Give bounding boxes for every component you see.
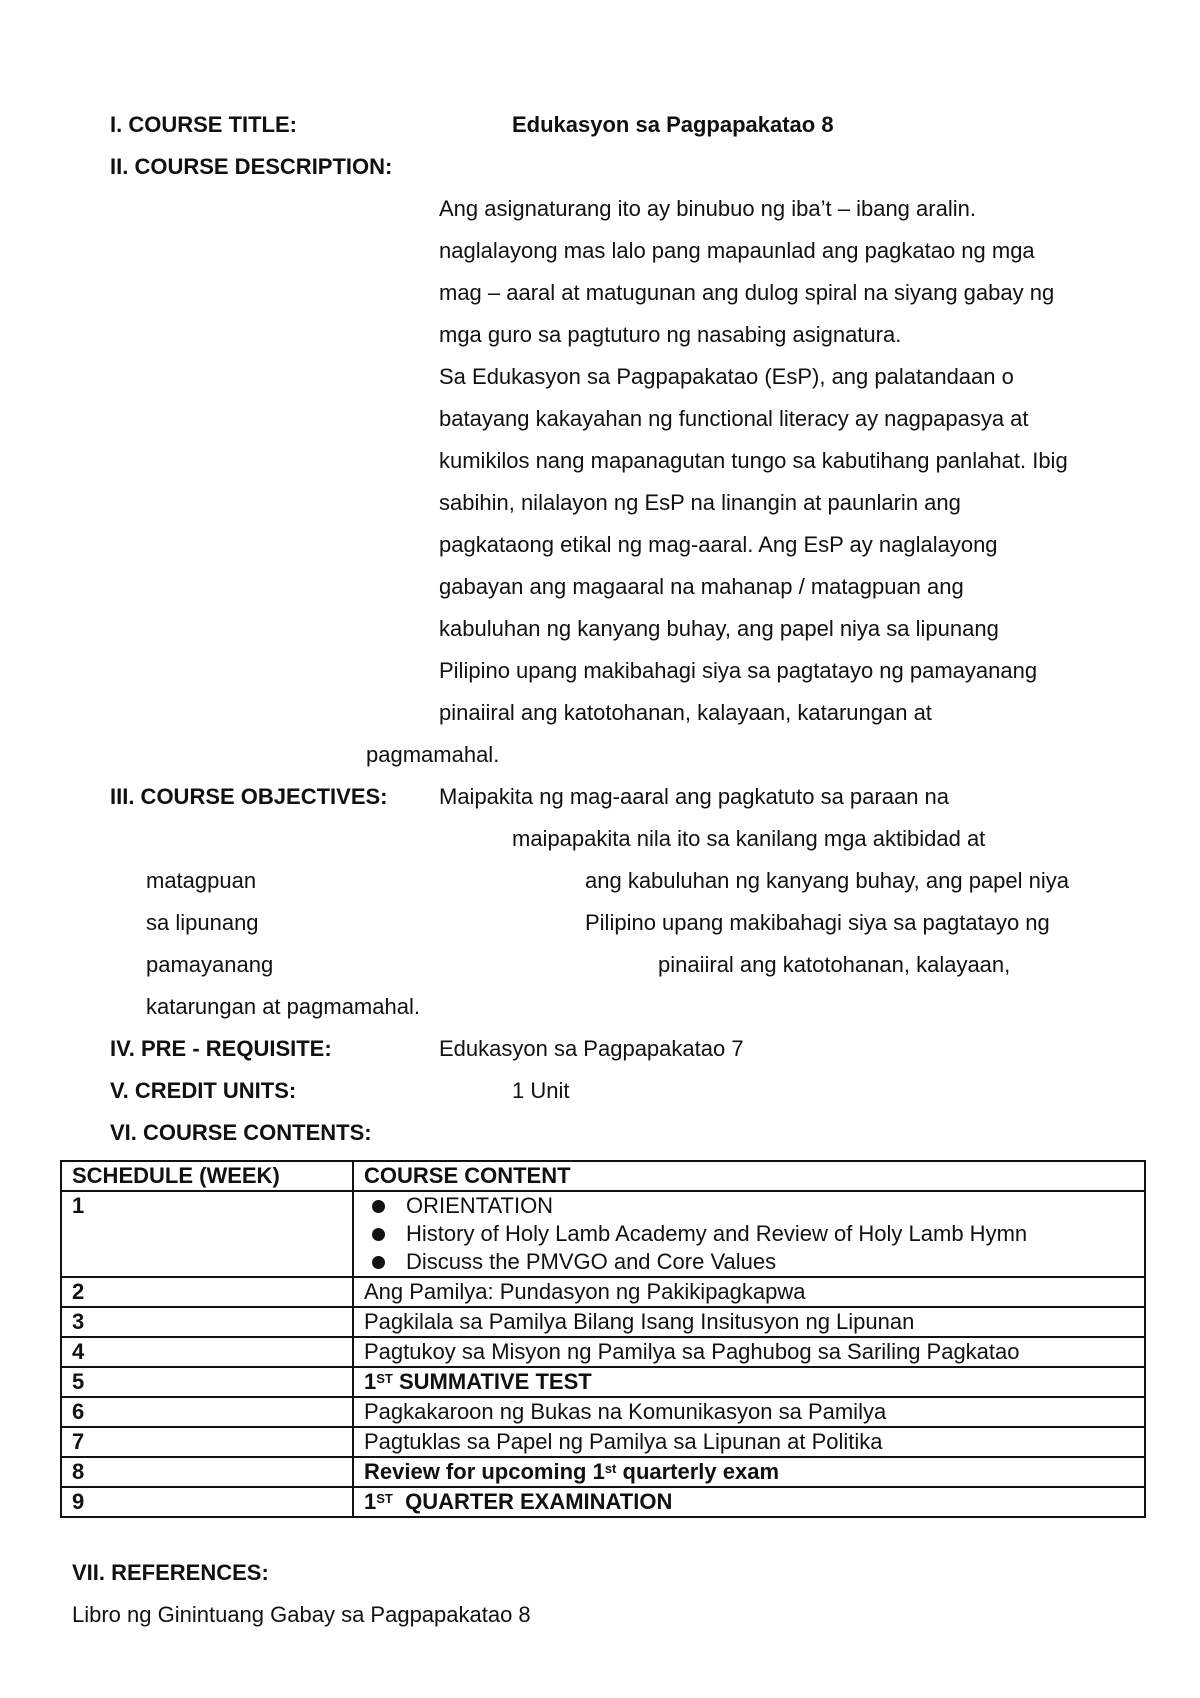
week-cell: 6 <box>61 1397 353 1427</box>
objectives-line-3a: matagpuan <box>146 868 257 893</box>
description-line: gabayan ang magaaral na mahanap / matagpuan ang <box>439 574 964 599</box>
table-row <box>61 1427 1145 1457</box>
description-line: Pilipino upang makibahagi siya sa pagtatayo ng pamayanang <box>439 658 1038 683</box>
description-line: naglalayong mas lalo pang mapaunlad ang pagkatao ng mga <box>439 238 1035 263</box>
description-line: pinaiiral ang katotohanan, kalayaan, katarungan at <box>439 700 932 725</box>
objectives-line-2: maipapakita nila ito sa kanilang mga aktibidad at <box>512 826 986 851</box>
header-course-content: COURSE CONTENT <box>353 1161 1145 1191</box>
course-title-label: I. COURSE TITLE: <box>110 112 297 137</box>
course-title-value: Edukasyon sa Pagpapakatao 8 <box>512 112 834 137</box>
content-cell <box>353 1277 1145 1307</box>
course-objectives-label: III. COURSE OBJECTIVES: <box>110 784 388 809</box>
week-cell: 2 <box>61 1277 353 1307</box>
content-text-suffix: quarterly exam <box>616 1459 780 1484</box>
content-text: Pagkilala sa Pamilya Bilang Isang Insitusyon ng Lipunan <box>364 1309 915 1334</box>
week-cell: 1 <box>61 1191 353 1277</box>
content-text-suffix: QUARTER EXAMINATION <box>392 1489 673 1514</box>
content-text: 1 <box>364 1489 377 1514</box>
table-row <box>61 1191 1145 1277</box>
content-text: 1 <box>364 1369 377 1394</box>
content-cell <box>353 1367 1145 1397</box>
description-line: batayang kakayahan ng functional literacy ay nagpapasya at <box>439 406 1029 431</box>
content-text: Pagtuklas sa Papel ng Pamilya sa Lipunan at Politika <box>364 1429 883 1454</box>
objectives-line-5b: pinaiiral ang katotohanan, kalayaan, <box>658 952 1011 977</box>
ordinal-suffix: ST <box>376 1491 393 1506</box>
list-item <box>364 1192 1136 1220</box>
table-row <box>61 1457 1145 1487</box>
week1-bullet-list <box>364 1192 1136 1276</box>
week-cell: 8 <box>61 1457 353 1487</box>
content-cell <box>353 1397 1145 1427</box>
week-cell: 3 <box>61 1307 353 1337</box>
course-contents-label: VI. COURSE CONTENTS: <box>110 1120 372 1145</box>
bullet-text: History of Holy Lamb Academy and Review of Holy Lamb Hymn <box>406 1221 1028 1246</box>
credit-units-value: 1 Unit <box>512 1078 570 1103</box>
week-cell: 9 <box>61 1487 353 1517</box>
course-contents-table <box>60 1160 1146 1518</box>
content-text: Ang Pamilya: Pundasyon ng Pakikipagkapwa <box>364 1279 806 1304</box>
description-line: Ang asignaturang ito ay binubuo ng iba’t – ibang aralin. <box>439 196 976 221</box>
week-cell: 5 <box>61 1367 353 1397</box>
description-line: Sa Edukasyon sa Pagpapakatao (EsP), ang palatandaan o <box>439 364 1014 389</box>
objectives-line-3b: ang kabuluhan ng kanyang buhay, ang papel niya <box>585 868 1069 893</box>
week-cell: 7 <box>61 1427 353 1457</box>
content-text: Pagkakaroon ng Bukas na Komunikasyon sa Pamilya <box>364 1399 887 1424</box>
objectives-line-1: Maipakita ng mag-aaral ang pagkatuto sa paraan na <box>439 784 950 809</box>
table-row <box>61 1337 1145 1367</box>
table-row <box>61 1307 1145 1337</box>
objectives-line-4b: Pilipino upang makibahagi siya sa pagtatayo ng <box>585 910 1050 935</box>
course-description-last-line: pagmamahal. <box>366 742 500 767</box>
bullet-text: ORIENTATION <box>406 1193 554 1218</box>
content-cell <box>353 1457 1145 1487</box>
course-description-label: II. COURSE DESCRIPTION: <box>110 154 393 179</box>
description-line: pagkataong etikal ng mag-aaral. Ang EsP ay naglalayong <box>439 532 998 557</box>
list-item <box>364 1248 1136 1276</box>
ordinal-suffix: st <box>604 1461 617 1476</box>
table-row <box>61 1397 1145 1427</box>
description-line: sabihin, nilalayon ng EsP na linangin at paunlarin ang <box>439 490 961 515</box>
description-line: kumikilos nang mapanagutan tungo sa kabutihang panlahat. Ibig <box>439 448 1068 473</box>
content-text-suffix: SUMMATIVE TEST <box>392 1369 592 1394</box>
objectives-line-6: katarungan at pagmamahal. <box>146 994 420 1019</box>
description-line: kabuluhan ng kanyang buhay, ang papel niya sa lipunang <box>439 616 999 641</box>
content-cell <box>353 1337 1145 1367</box>
description-line: mag – aaral at matugunan ang dulog spiral na siyang gabay ng <box>439 280 1055 305</box>
list-item <box>364 1220 1136 1248</box>
table-row <box>61 1367 1145 1397</box>
content-cell <box>353 1427 1145 1457</box>
table-row <box>61 1487 1145 1517</box>
prerequisite-label: IV. PRE - REQUISITE: <box>110 1036 332 1061</box>
bullet-icon <box>372 1200 385 1213</box>
prerequisite-value: Edukasyon sa Pagpapakatao 7 <box>439 1036 744 1061</box>
description-line: mga guro sa pagtuturo ng nasabing asignatura. <box>439 322 902 347</box>
content-cell <box>353 1307 1145 1337</box>
references-value: Libro ng Ginintuang Gabay sa Pagpapakatao 8 <box>72 1602 531 1627</box>
week-cell: 4 <box>61 1337 353 1367</box>
bullet-text: Discuss the PMVGO and Core Values <box>406 1249 777 1274</box>
table-header-row <box>61 1161 1145 1191</box>
ordinal-suffix: ST <box>376 1371 393 1386</box>
content-cell <box>353 1487 1145 1517</box>
content-text: Pagtukoy sa Misyon ng Pamilya sa Paghubog sa Sariling Pagkatao <box>364 1339 1020 1364</box>
bullet-icon <box>372 1256 385 1269</box>
table-row <box>61 1277 1145 1307</box>
bullet-icon <box>372 1228 385 1241</box>
objectives-line-4a: sa lipunang <box>146 910 259 935</box>
content-text: Review for upcoming 1 <box>364 1459 605 1484</box>
header-schedule-week: SCHEDULE (WEEK) <box>61 1161 353 1191</box>
credit-units-label: V. CREDIT UNITS: <box>110 1078 297 1103</box>
objectives-line-5a: pamayanang <box>146 952 274 977</box>
content-cell <box>353 1191 1145 1277</box>
references-label: VII. REFERENCES: <box>72 1560 269 1585</box>
